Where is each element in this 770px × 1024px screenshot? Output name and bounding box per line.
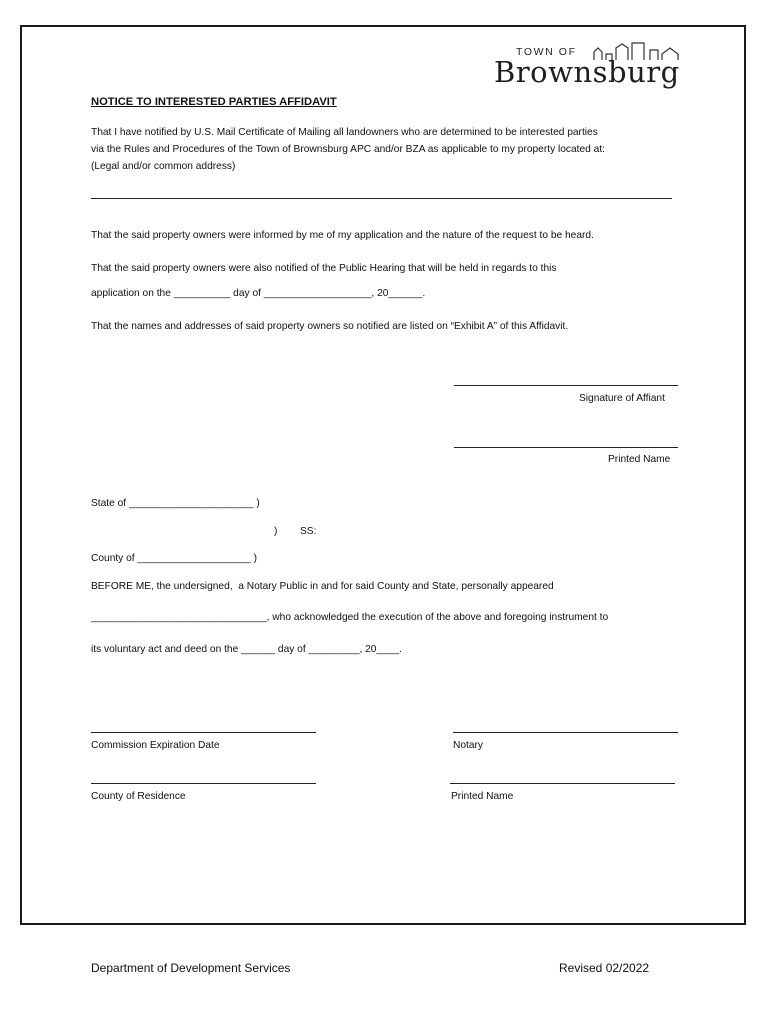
printed-name-label: Printed Name <box>608 454 671 465</box>
notary-signature-line[interactable] <box>453 732 678 733</box>
para-exhibit: That the names and addresses of said property owners so notified are listed on “Exhibit A” of this Affidavit. <box>91 321 569 332</box>
footer-revised: Revised 02/2022 <box>559 961 650 975</box>
state-of-field[interactable]: State of ______________________ ) <box>91 498 260 509</box>
footer-department: Department of Development Services <box>91 961 291 975</box>
county-residence-line[interactable] <box>91 783 316 784</box>
logo-brownsburg: Brownsburg <box>494 55 680 89</box>
signature-affiant-label: Signature of Affiant <box>579 393 665 404</box>
ss-label: SS: <box>300 526 317 537</box>
intro-line-3: (Legal and/or common address) <box>91 161 236 172</box>
brownsburg-logo <box>494 40 690 92</box>
notary-intro: BEFORE ME, the undersigned, a Notary Public in and for said County and State, personally appeared <box>91 581 554 592</box>
intro-line-1: That I have notified by U.S. Mail Certificate of Mailing all landowners who are determined to be interested parties <box>91 127 598 138</box>
ss-paren: ) <box>274 526 278 537</box>
notary-printed-name-line[interactable] <box>450 783 675 784</box>
signature-affiant-line[interactable] <box>454 385 678 386</box>
acknowledged-line[interactable]: _______________________________, who acknowledged the execution of the above and foregoing instrument to <box>91 612 609 623</box>
commission-expiration-label: Commission Expiration Date <box>91 740 220 751</box>
county-of-field[interactable]: County of ____________________ ) <box>91 553 257 564</box>
para-informed: That the said property owners were informed by me of my application and the nature of the request to be heard. <box>91 230 594 241</box>
para-hearing-line-1: That the said property owners were also notified of the Public Hearing that will be held in regards to this <box>91 263 557 274</box>
printed-name-line[interactable] <box>454 447 678 448</box>
para-hearing-line-2[interactable]: application on the __________ day of ___________________, 20______. <box>91 288 426 299</box>
document-title: NOTICE TO INTERESTED PARTIES AFFIDAVIT <box>91 96 337 108</box>
notary-printed-name-label: Printed Name <box>451 791 514 802</box>
address-field-line[interactable] <box>91 198 672 199</box>
county-residence-label: County of Residence <box>91 791 186 802</box>
logo-town-of: TOWN OF <box>516 46 577 58</box>
notary-label: Notary <box>453 740 484 751</box>
intro-line-2: via the Rules and Procedures of the Town of Brownsburg APC and/or BZA as applicable to my property located at: <box>91 144 605 155</box>
commission-expiration-line[interactable] <box>91 732 316 733</box>
voluntary-act-line[interactable]: its voluntary act and deed on the ______ day of _________, 20____. <box>91 644 402 655</box>
